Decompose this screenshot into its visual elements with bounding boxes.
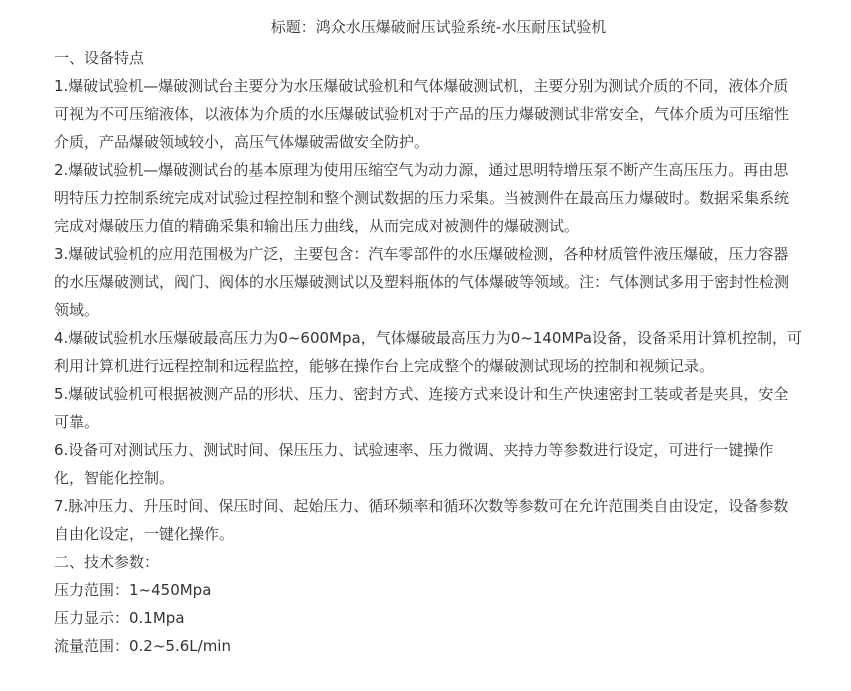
- spec-pressure-range: 压力范围：1~450Mpa: [54, 581, 212, 599]
- feature-paragraph-6: 6.设备可对测试压力、测试时间、保压压力、试验速率、压力微调、夹持力等参数进行设定，可进行一键操作化，智能化控制。: [54, 441, 774, 487]
- spec-flow-range: 流量范围：0.2~5.6L/min: [54, 637, 231, 655]
- feature-paragraph-5: 5.爆破试验机可根据被测产品的形状、压力、密封方式、连接方式来设计和生产快速密封工装或者是夹具，安全可靠。: [54, 385, 789, 431]
- section-heading-features: 一、设备特点: [54, 49, 145, 67]
- feature-paragraph-4: 4.爆破试验机水压爆破最高压力为0~600Mpa，气体爆破最高压力为0~140MPa设备，设备采用计算机控制，可利用计算机进行远程控制和远程监控，能够在操作台上完成整个的爆破测试现场的控制和视频记录。: [54, 329, 802, 375]
- spec-pressure-display: 压力显示：0.1Mpa: [54, 609, 185, 627]
- feature-paragraph-7: 7.脉冲压力、升压时间、保压时间、起始压力、循环频率和循环次数等参数可在允许范围类自由设定，设备参数自由化设定，一键化操作。: [54, 497, 789, 543]
- feature-paragraph-2: 2.爆破试验机—爆破测试台的基本原理为使用压缩空气为动力源，通过思明特增压泵不断产生高压压力。再由思明特压力控制系统完成对试验过程控制和整个测试数据的压力采集。当被测件在最高压力爆破时。数据采集系统完成对爆破压力值的精确采集和输出压力曲线，从而完成对被测件的爆破测试。: [54, 161, 790, 235]
- feature-paragraph-1: 1.爆破试验机—爆破测试台主要分为水压爆破试验机和气体爆破测试机，主要分别为测试介质的不同，液体介质可视为不可压缩液体，以液体为介质的水压爆破试验机对于产品的压力爆破测试非常安全，气体介质为可压缩性介质，产品爆破领域较小，高压气体爆破需做安全防护。: [54, 77, 790, 151]
- section-heading-specs: 二、技术参数：: [54, 553, 160, 571]
- feature-paragraph-3: 3.爆破试验机的应用范围极为广泛，主要包含：汽车零部件的水压爆破检测，各种材质管件液压爆破，压力容器的水压爆破测试，阀门、阀体的水压爆破测试以及塑料瓶体的气体爆破等领域。注：气体测试多用于密封性检测领域。: [54, 245, 790, 319]
- document-title: 标题：鸿众水压爆破耐压试验系统-水压耐压试验机: [270, 18, 607, 36]
